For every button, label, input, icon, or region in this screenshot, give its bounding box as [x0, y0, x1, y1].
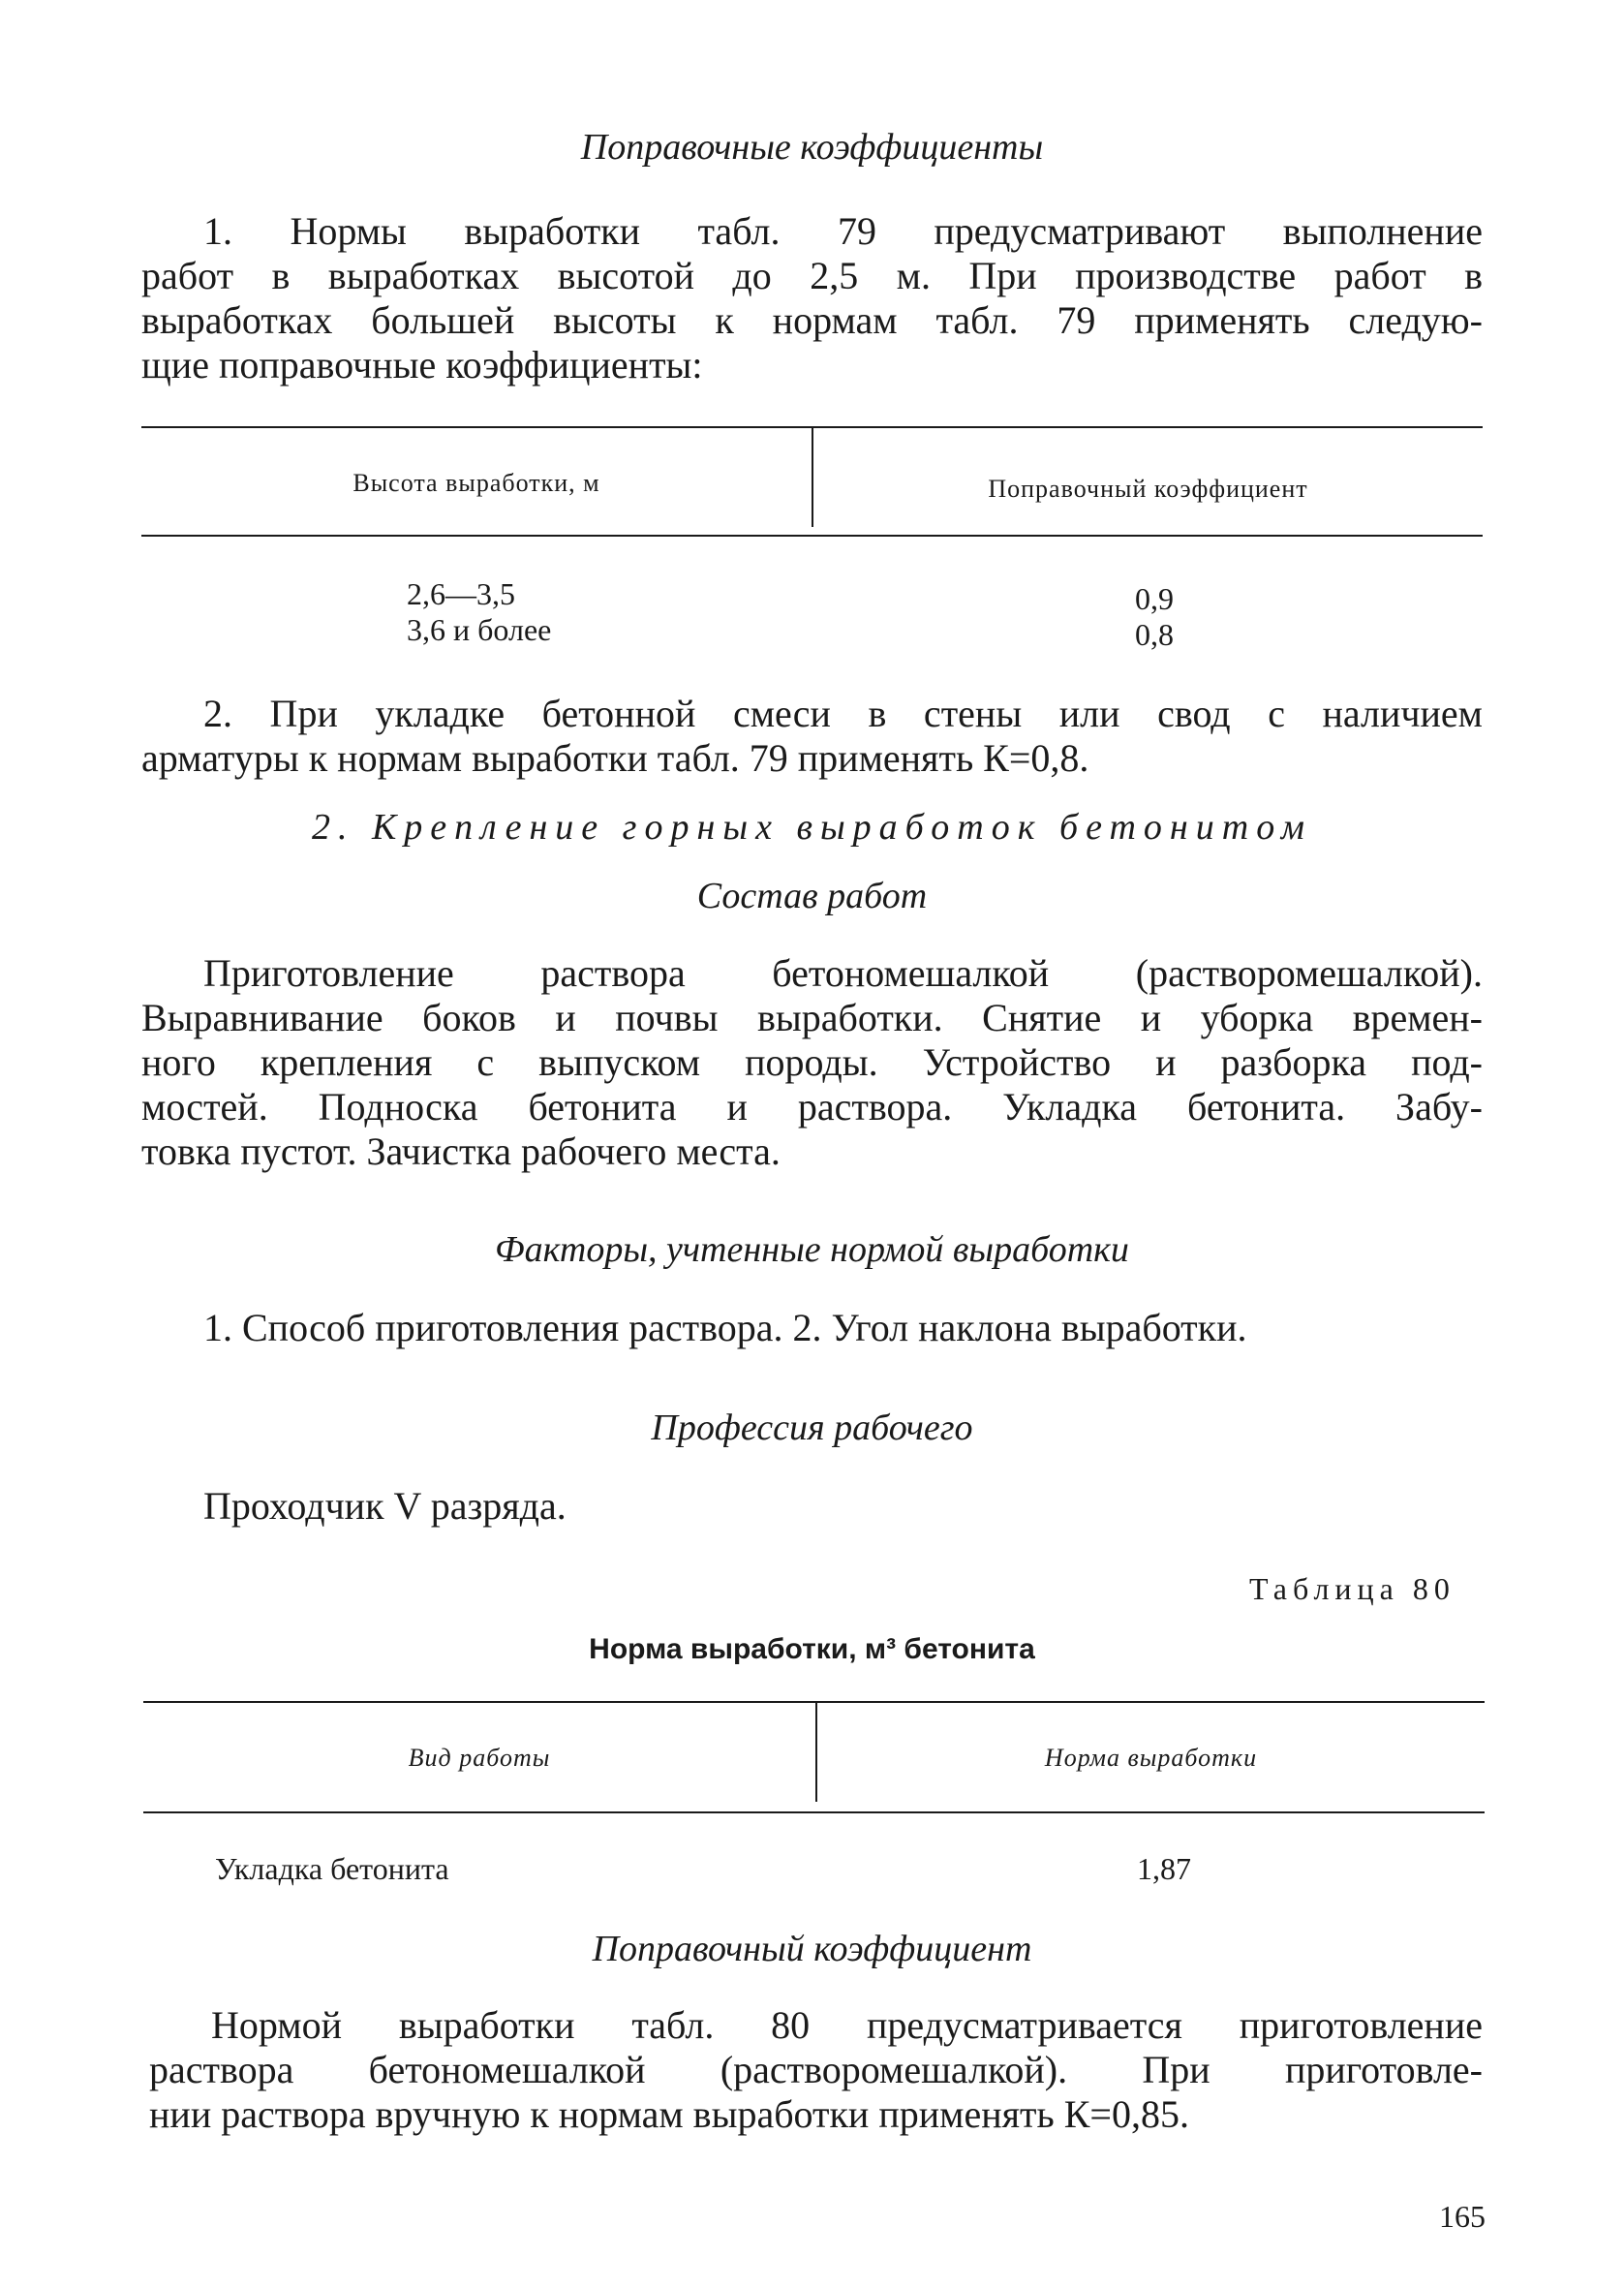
paragraph-line: выработках большей высоты к нормам табл. 79 применять следую- — [141, 298, 1483, 342]
table-header-coefficient: Поправочный коэффициент — [988, 475, 1308, 503]
table-label: Таблица 80 — [1249, 1571, 1455, 1606]
table-header-output-norm: Норма выработки — [1044, 1744, 1258, 1772]
table-cell-work-type: Укладка бетонита — [215, 1851, 449, 1886]
table-title: Норма выработки, м³ бетонита — [589, 1633, 1035, 1665]
paragraph-line: нии раствора вручную к нормам выработки применять К=0,85. — [149, 2092, 1189, 2136]
paragraph-line: работ в выработках высотой до 2,5 м. При производстве работ в — [141, 254, 1483, 297]
table-cell-coefficient: 0,8 — [1135, 617, 1174, 652]
profession-text: Проходчик V разряда. — [203, 1484, 567, 1528]
profession-heading: Профессия рабочего — [651, 1407, 973, 1448]
table-header-rule — [141, 535, 1483, 537]
paragraph-line: Приготовление раствора бетономешалкой (растворомешалкой). — [203, 951, 1483, 995]
paragraph-line: раствора бетономешалкой (растворомешалкой). При приготовле- — [149, 2048, 1483, 2091]
paragraph-line: ного крепления с выпуском породы. Устройство и разборка под- — [141, 1040, 1483, 1084]
paragraph-line: товка пустот. Зачистка рабочего места. — [141, 1129, 781, 1173]
paragraph-line: 1. Нормы выработки табл. 79 предусматривают выполнение — [203, 209, 1483, 253]
factors-heading: Факторы, учтенные нормой выработки — [495, 1229, 1129, 1270]
paragraph-line: Выравнивание боков и почвы выработки. Снятие и уборка времен- — [141, 996, 1483, 1039]
composition-heading: Состав работ — [696, 876, 928, 916]
table-cell-height: 3,6 и более — [407, 612, 552, 647]
table-cell-output-norm: 1,87 — [1137, 1851, 1191, 1886]
paragraph-line: щие поправочные коэффициенты: — [141, 343, 703, 387]
section-title: 2. Крепление горных выработок бетонитом — [311, 807, 1313, 848]
table-cell-coefficient: 0,9 — [1135, 581, 1174, 616]
page-number: 165 — [1439, 2199, 1486, 2234]
table-header-work-type: Вид работы — [408, 1744, 551, 1772]
table-header-rule — [143, 1811, 1485, 1813]
composition-paragraph — [141, 951, 1483, 1174]
correction-paragraph — [149, 2003, 1483, 2137]
paragraph-line: мостей. Подноска бетонита и раствора. Укладка бетонита. Забу- — [141, 1085, 1483, 1129]
paragraph-line: Нормой выработки табл. 80 предусматривается приготовление — [211, 2003, 1483, 2047]
table-cell-height: 2,6—3,5 — [407, 576, 515, 611]
norms-paragraph — [141, 209, 1483, 387]
correction-heading: Поправочный коэффициент — [592, 1929, 1032, 1969]
table-header-height: Высота выработки, м — [352, 469, 600, 497]
paragraph-line: арматуры к нормам выработки табл. 79 применять К=0,8. — [141, 736, 1089, 780]
table-top-rule — [143, 1701, 1485, 1703]
reinforcement-note — [141, 692, 1483, 781]
factors-text: 1. Способ приготовления раствора. 2. Угол наклона выработки. — [203, 1306, 1247, 1349]
paragraph-line: 2. При укладке бетонной смеси в стены или свод с наличием — [203, 692, 1483, 735]
correction-coefficients-heading: Поправочные коэффициенты — [580, 127, 1044, 168]
